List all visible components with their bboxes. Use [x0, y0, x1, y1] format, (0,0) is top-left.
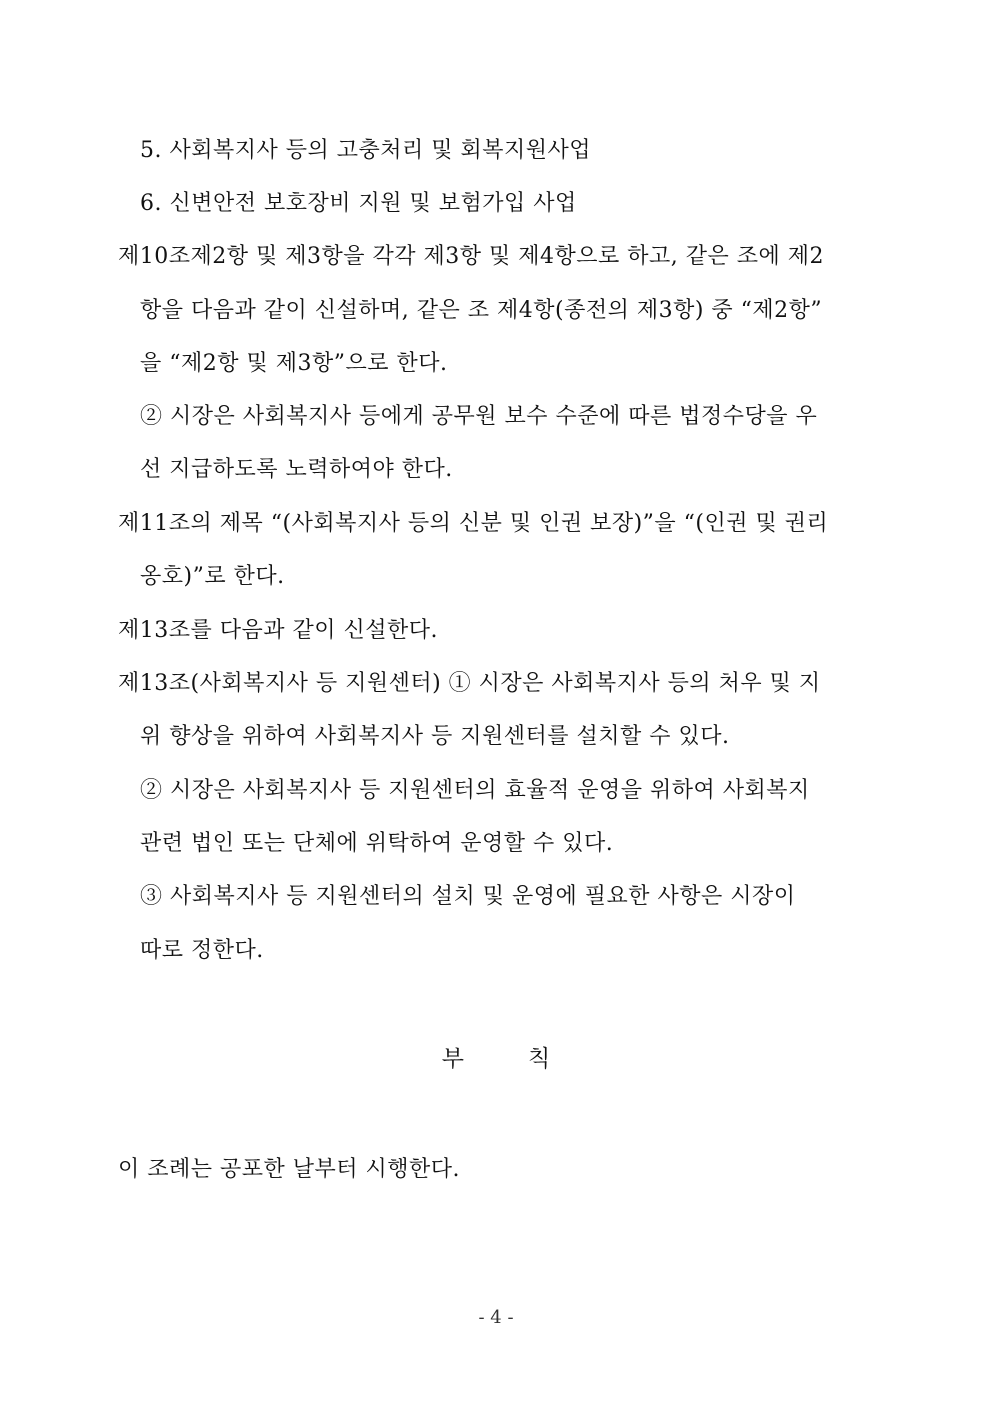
article-13-paragraph-2-line-1: ② 시장은 사회복지사 등 지원센터의 효율적 운영을 위하여 사회복지 [140, 778, 810, 803]
heading-char-right: 칙 [528, 1046, 551, 1072]
article-10-line-1-text: 제10조제2항 및 제3항을 각각 제3항 및 제4항으로 하고, 같은 조에 제2 [118, 244, 824, 269]
article-10-line-2: 항을 다음과 같이 신설하며, 같은 조 제4항(종전의 제3항) 중 “제2항” [140, 298, 823, 323]
article-10-line-3: 을 “제2항 및 제3항”으로 한다. [140, 351, 448, 376]
page-number: - 4 - [478, 1307, 514, 1328]
article-13-line-2: 위 향상을 위하여 사회복지사 등 지원센터를 설치할 수 있다. [140, 724, 730, 749]
article-11-line-2: 옹호)”로 한다. [140, 564, 285, 589]
list-item-6: 6. 신변안전 보호장비 지원 및 보험가입 사업 [140, 191, 577, 216]
heading-char-left: 부 [441, 1046, 464, 1072]
article-13-line-1: 제13조(사회복지사 등 지원센터) ① 시장은 사회복지사 등의 처우 및 지 [118, 671, 821, 696]
supplementary-provisions-text: 이 조례는 공포한 날부터 시행한다. [118, 1157, 460, 1182]
supplementary-provisions-heading [0, 1044, 992, 1074]
list-item-5: 5. 사회복지사 등의 고충처리 및 회복지원사업 [140, 138, 591, 163]
article-13-paragraph-3-line-1: ③ 사회복지사 등 지원센터의 설치 및 운영에 필요한 사항은 시장이 [140, 884, 796, 909]
article-13-intro: 제13조를 다음과 같이 신설한다. [118, 618, 438, 643]
article-10-line-1 [118, 242, 873, 272]
article-10-paragraph-2-line-1: ② 시장은 사회복지사 등에게 공무원 보수 수준에 따른 법정수당을 우 [140, 404, 818, 429]
article-13-paragraph-2-line-2: 관련 법인 또는 단체에 위탁하여 운영할 수 있다. [140, 831, 614, 856]
article-11-line-1: 제11조의 제목 “(사회복지사 등의 신분 및 인권 보장)”을 “(인권 및 권리 [118, 511, 829, 536]
article-13-paragraph-3-line-2: 따로 정한다. [140, 938, 264, 963]
article-10-paragraph-2-line-2: 선 지급하도록 노력하여야 한다. [140, 457, 453, 482]
